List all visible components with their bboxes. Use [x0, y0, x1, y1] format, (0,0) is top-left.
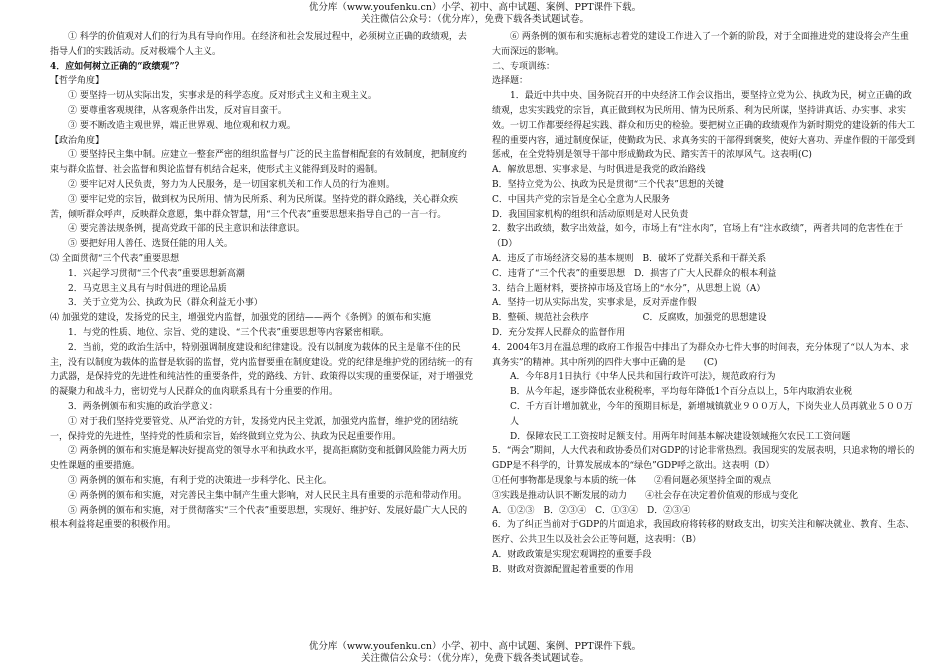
- option: A．财政政策是实现宏观调控的重要手段: [492, 549, 652, 560]
- question: 3．结合上题材料，要挤掉市场及官场上的“水分”，从思想上说（A）: [492, 283, 766, 294]
- list-item: 1．兴起学习贯彻“三个代表”重要思想新高潮: [68, 268, 245, 279]
- left-column: [50, 30, 475, 533]
- list-item: ① 要坚持一切从实际出发，实事求是的科学态度。反对形式主义和主观主义。: [68, 91, 377, 102]
- option: C．违背了“三个代表”的重要思想 D．损害了广大人民群众的根本利益: [492, 268, 777, 279]
- list-item: 3．关于立党为公、执政为民（群众利益无小事）: [68, 298, 263, 309]
- list-item: ④ 两条例的颁布和实施，对完善民主集中制产生重大影响，对人民民主具有重要的示范和带动作用。: [68, 490, 467, 501]
- section-heading: 4．应如何树立正确的“政绩观”？: [50, 61, 184, 72]
- option: A．坚持一切从实际出发，实事求是，反对弄虚作假: [492, 298, 697, 309]
- subheading: 选择题：: [492, 76, 529, 87]
- question: 1．最近中共中央、国务院召开的中央经济工作会议指出，要坚持立党为公、执政为民，树立正确的政绩观，忠实实践党的宗旨，真正做到权为民所用、情为民所系、利为民所谋，坚持讲真话、办实事、求实效。一切工作都要经得起实践、群众和历史的检验。要把树立正确的政绩观作为新时期党的建设新的伟大工程的重要内容，通过制度保证，使勤政为民、求真务实的干部得到褒奖，使好大喜功、弄虚作假的干部受到惩戒，在全党特别是领导干部中形成勤政为民、踏实苦干的浓厚风气。这表明(C): [492, 91, 916, 161]
- subheading: 【哲学角度】: [50, 76, 105, 87]
- option: ①任何事物都是现象与本质的统一体 ②看问题必须坚持全面的观点: [492, 475, 772, 486]
- option: B．坚持立党为公、执政为民是贯彻“三个代表”思想的关键: [492, 179, 724, 190]
- subheading: 【政治角度】: [50, 135, 105, 146]
- option: A．①②③ B．②③④ C．①③④ D．②③④: [492, 505, 691, 516]
- list-item: ③ 要不断改造主观世界，端正世界观、地位观和权力观。: [68, 120, 296, 131]
- list-item: 3．两条例颁布和实施的政治学意义：: [68, 401, 218, 412]
- list-item: ① 对于我们坚持党要管党、从严治党的方针，发扬党内民主党派，加强党内监督，维护党的团结统一，保持党的先进性，坚持党的性质和宗旨，始终做到立党为公、执政为民起重要作用。: [50, 416, 458, 442]
- list-item: 2．马克思主义具有与时俱进的理论品质: [68, 283, 227, 294]
- option: B．从今年起，逐步降低农业税税率，平均每年降低1个百分点以上，5年内取消农业税: [510, 387, 853, 398]
- option: D．充分发挥人民群众的监督作用: [492, 327, 626, 338]
- question: 2．数字出政绩，数字出效益，如今，市场上有“注水肉”，官场上有“注水政绩”，两者共同的危害性在于（D）: [492, 224, 904, 250]
- footer-line-1: 优分库（www.youfenku.cn）小学、初中、高中试题、案例、PPT课件下载。: [308, 641, 642, 652]
- list-item: 2．当前，党的政治生活中，特别强调制度建设和纪律建设。没有以制度为载体的民主是靠不住的民主，没有以制度为载体的监督是软弱的监督，党内监督要重在制度建设。党的纪律是维护党的团结统一的有力武器，是保持党的先进性和纯洁性的重要条件，党的路线、方针、政策得以实现的重要保证，对于增强党的凝聚力和战斗力，密切党与人民群众的血肉联系具有十分重要的作用。: [50, 342, 474, 398]
- list-item: ③ 两条例的颁布和实施，有利于党的决策进一步科学化、民主化。: [68, 475, 332, 486]
- page-footer: [0, 641, 950, 665]
- question: 5．“两会”期间，人大代表和政协委员们对GDP的讨论非常热烈。我国现实的发展表明，只追求物的增长的GDP是不科学的，计算发展成本的“绿色”GDP呼之欲出。这表明（D）: [492, 446, 915, 472]
- option: ③实践是推动认识不断发展的动力 ④社会存在决定着价值观的形成与变化: [492, 490, 799, 501]
- option: D．保障农民工工资按时足额支付。用两年时间基本解决建设领域拖欠农民工工资问题: [510, 431, 851, 442]
- option: B．财政对资源配置起着重要的作用: [492, 564, 634, 575]
- page-header: [0, 2, 950, 26]
- list-item: ① 要坚持民主集中制。应建立一整套严密的组织监督与广泛的民主监督相配套的有效制度，把制度约束与群众监督、社会监督和舆论监督有机结合起来，使形式主义能得到及时的遏制。: [50, 150, 467, 176]
- option: A．违反了市场经济交易的基本规则 B．破坏了党群关系和干群关系: [492, 253, 767, 264]
- header-line-2: 关注微信公众号：（优分库），免费下载各类试题试卷。: [360, 14, 589, 25]
- option: A．今年8月1日执行《中华人民共和国行政许可法》，规范政府行为: [510, 372, 776, 383]
- option: D．我国国家机构的组织和活动原则是对人民负责: [492, 209, 689, 220]
- list-item: ② 要尊重客观规律，从客观条件出发，反对盲目蛮干。: [68, 105, 287, 116]
- footer-line-2: 关注微信公众号：（优分库），免费下载各类试题试卷。: [360, 653, 589, 664]
- section-heading: 二、专项训练：: [492, 61, 556, 72]
- list-item: 1．与党的性质、地位、宗旨、党的建设、“三个代表”重要思想等内容紧密相联。: [68, 327, 389, 338]
- option: A．解放思想、实事求是、与时俱进是我党的政治路线: [492, 165, 706, 176]
- option: B．整顿、规范社会秩序 C．反腐败，加强党的思想建设: [492, 313, 767, 324]
- paragraph: ① 科学的价值观对人们的行为具有导向作用。在经济和社会发展过程中，必须树立正确的政绩观，去指导人们的实践活动。反对极端个人主义。: [50, 32, 467, 57]
- option: C．中国共产党的宗旨是全心全意为人民服务: [492, 194, 670, 205]
- list-item: ③ 要牢记党的宗旨，做到权为民所用、情为民所系、利为民所谋。坚持党的群众路线，关心群众疾苦，倾听群众呼声，反映群众意愿，集中群众智慧，用“三个代表”重要思想来指导自己的一言一行。: [50, 194, 458, 220]
- paragraph: ⑥ 两条例的颁布和实施标志着党的建设工作进入了一个新的阶段，对于全面推进党的建设将会产生重大而深远的影响。: [492, 32, 909, 57]
- list-item: ④ 要完善法规条例，提高党政干部的民主意识和法律意识。: [68, 224, 305, 235]
- subheading: ⑷ 加强党的建设，发扬党的民主，增强党内监督，加强党的团结——两个《条例》的颁布和实施: [50, 313, 431, 324]
- subheading: ⑶ 全面贯彻“三个代表”重要思想: [50, 253, 180, 264]
- question: 6．为了纠正当前对于GDP的片面追求，我国政府将转移的财政支出，切实关注和解决就业、教育、生态、医疗、公共卫生以及社会公正等问题，这表明：（B）: [492, 520, 915, 546]
- list-item: ② 要牢记对人民负责，努力为人民服务，是一切国家机关和工作人员的行为准则。: [68, 179, 395, 190]
- right-column: [492, 30, 917, 577]
- option: C．千方百计增加就业，今年的预期目标是，新增城镇就业９００万人，下岗失业人员再就业５００万人: [510, 401, 913, 427]
- list-item: ⑤ 两条例的颁布和实施，对于贯彻落实“三个代表”重要思想，实现好、维护好、发展好最广大人民的根本利益将起重要的积极作用。: [50, 505, 468, 531]
- list-item: ⑤ 要把好用人善任、选贤任能的用人关。: [68, 239, 233, 250]
- header-line-1: 优分库（www.youfenku.cn）小学、初中、高中试题、案例、PPT课件下载。: [308, 2, 642, 13]
- question: 4．2004年3月在温总理的政府工作报告中排出了为群众办七件大事的时间表，充分体现了“以人为本、求真务实”的精神。其中所列的四件大事中正确的是 (C): [492, 342, 909, 368]
- list-item: ② 两条例的颁布和实施是解决好提高党的领导水平和执政水平，提高拒腐防变和抵御风险能力两大历史性课题的重要措施。: [50, 446, 467, 472]
